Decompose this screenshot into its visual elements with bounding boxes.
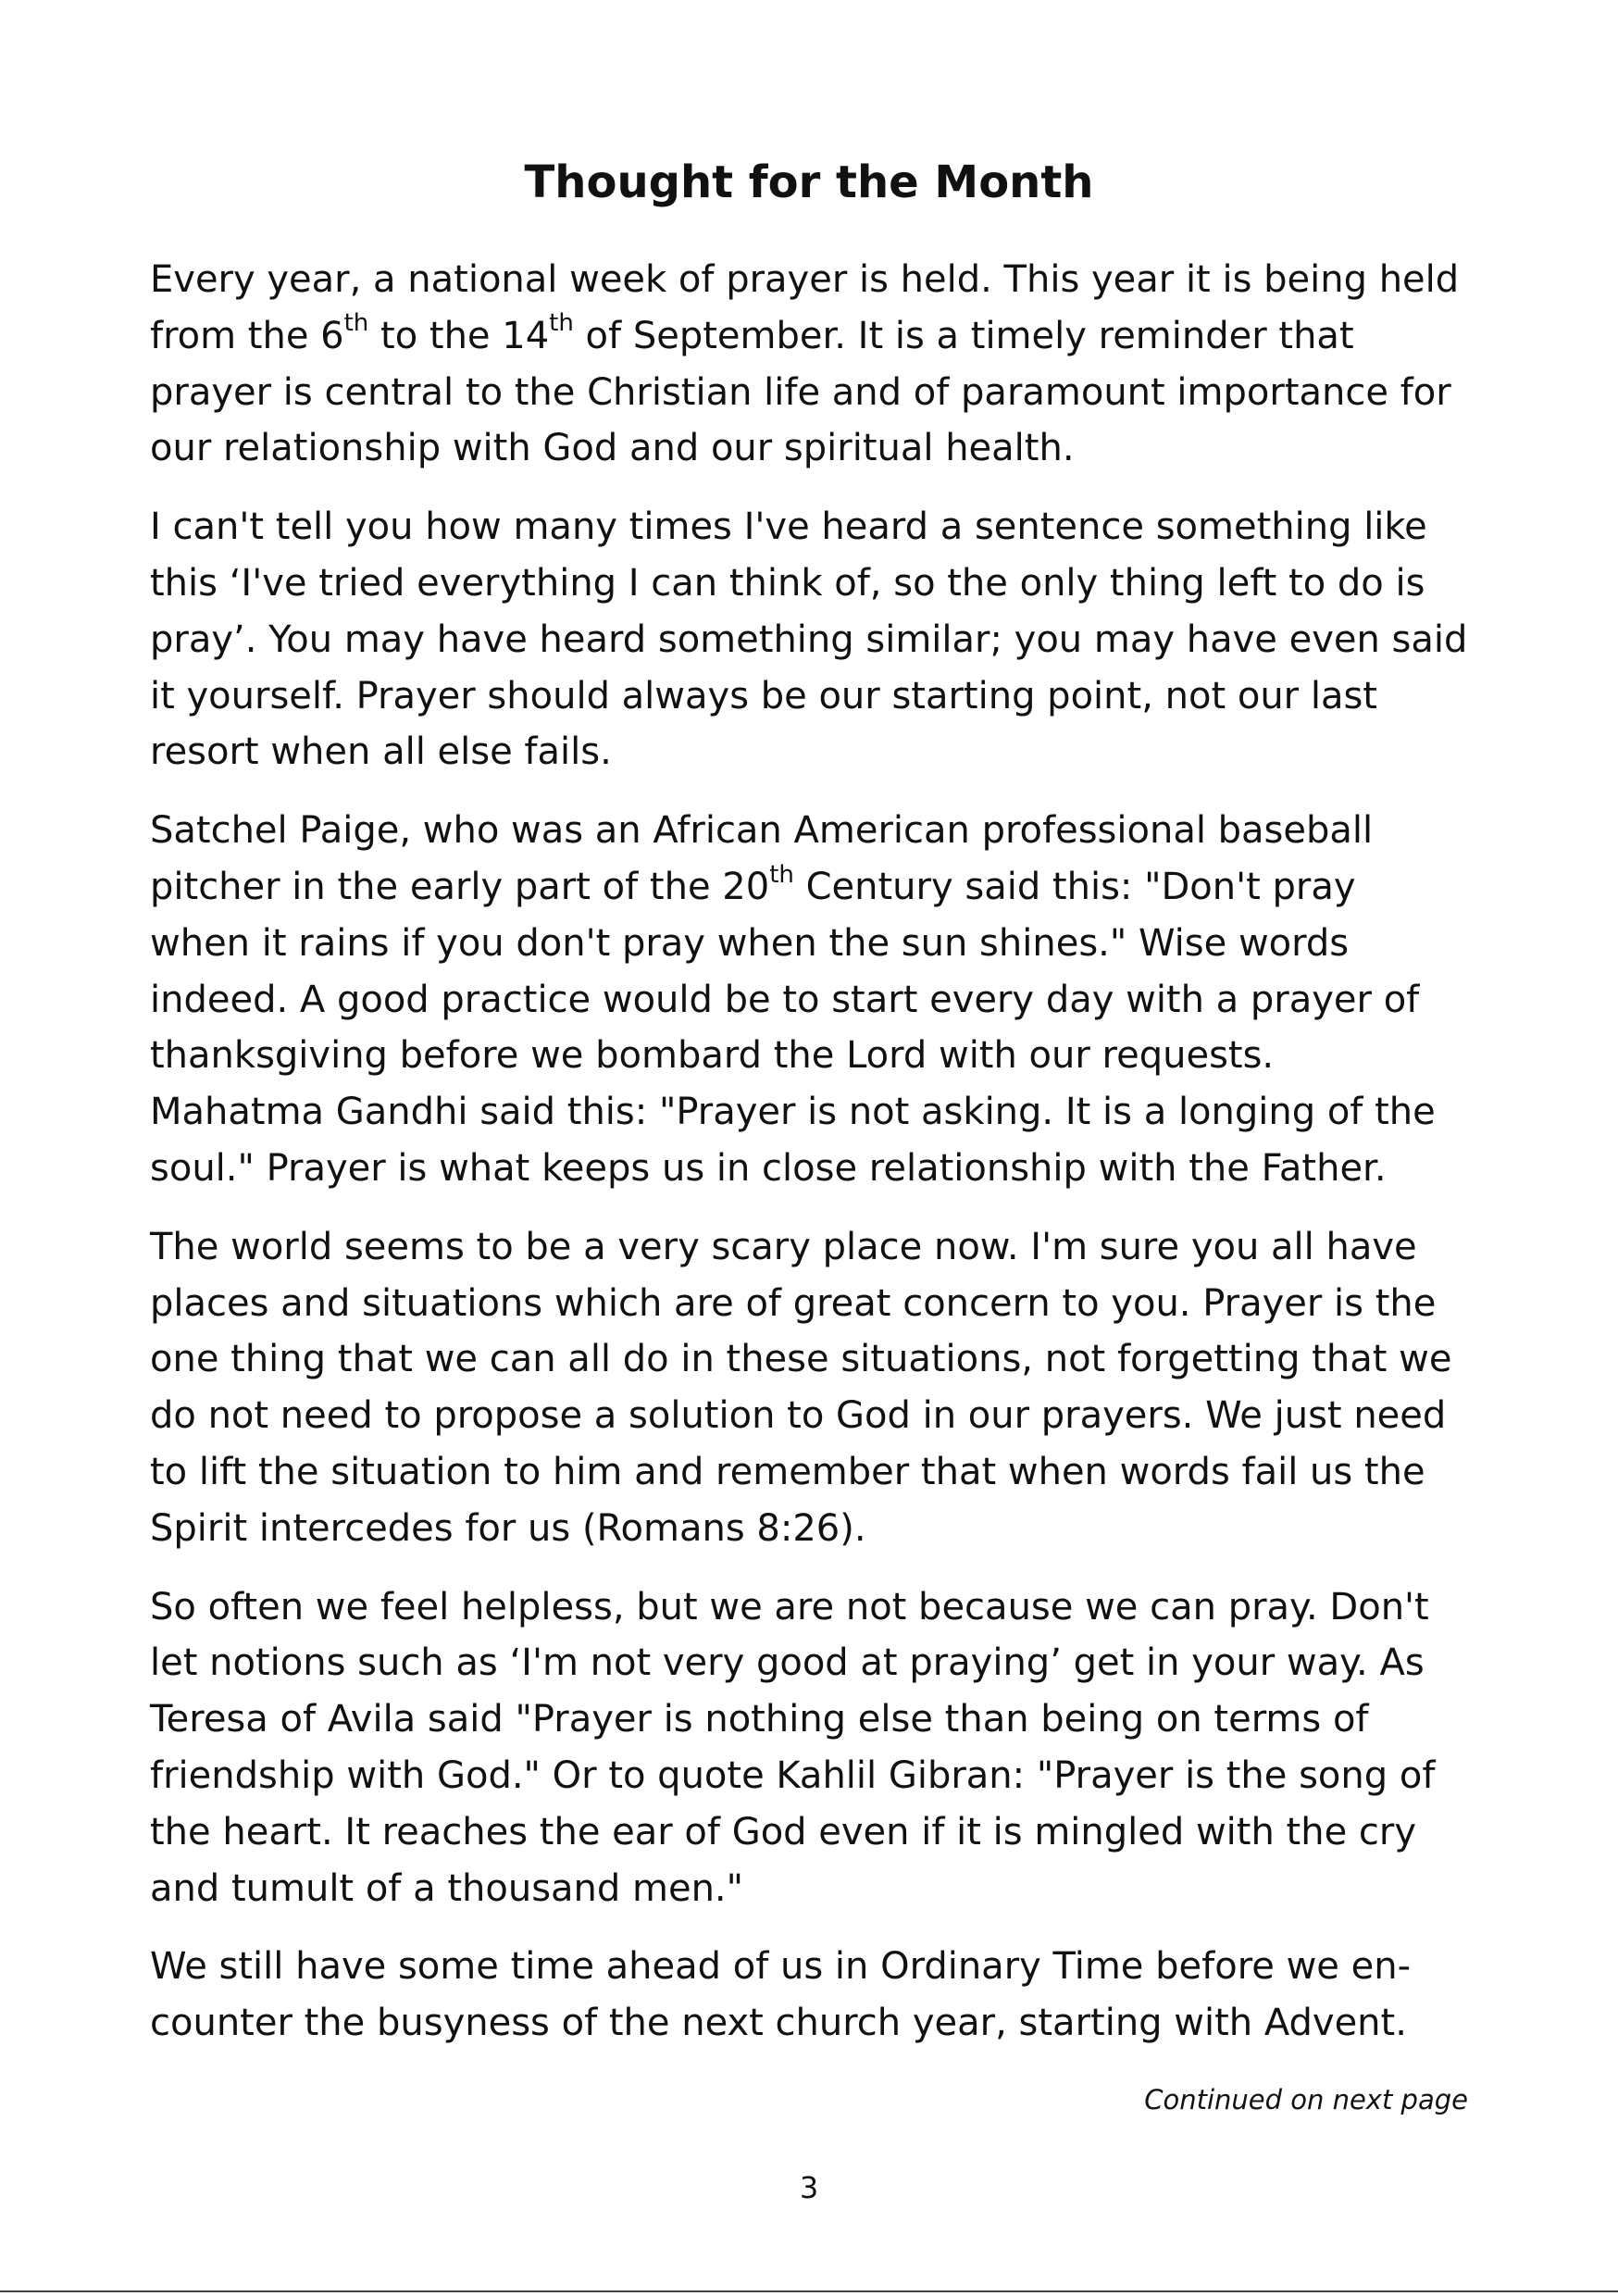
text-line — [150, 668, 1483, 725]
text-run: friendship with God." Or to quote Kahlil Gibran: "Prayer is the song of — [150, 1753, 1436, 1797]
text-run: when it rains if you don't pray when the sun shines." Wise words — [150, 921, 1350, 965]
text-run: So often we feel helpless, but we are not because we can pray. Don't — [150, 1585, 1429, 1628]
text-line — [150, 916, 1483, 972]
ordinal-suffix: th — [549, 309, 574, 338]
text-run: pray’. You may have heard something similar; you may have even said — [150, 618, 1468, 661]
paragraph — [150, 1219, 1483, 1557]
text-run: of September. It is a timely reminder that — [573, 314, 1354, 357]
text-line — [150, 612, 1483, 668]
page-title: Thought for the Month — [524, 156, 1094, 208]
text-line — [150, 1219, 1483, 1276]
text-line — [150, 1444, 1483, 1501]
text-run: Mahatma Gandhi said this: "Prayer is not asking. It is a longing of the — [150, 1091, 1436, 1134]
paragraph — [150, 1939, 1483, 2052]
text-line — [150, 1141, 1483, 1197]
text-line — [150, 972, 1483, 1029]
text-run: indeed. A good practice would be to start every day with a prayer of — [150, 978, 1420, 1021]
text-line — [150, 1028, 1483, 1084]
text-run: The world seems to be a very scary place now. I'm sure you all have — [150, 1225, 1417, 1268]
article-body — [150, 252, 1483, 2074]
paragraph — [150, 499, 1483, 780]
paragraph — [150, 1579, 1483, 1917]
text-line — [150, 1579, 1483, 1636]
text-run: to the 14 — [368, 314, 550, 357]
text-line — [150, 1691, 1483, 1748]
ordinal-suffix: th — [343, 309, 369, 338]
text-run: thanksgiving before we bombard the Lord with our requests. — [150, 1034, 1275, 1078]
text-run: soul." Prayer is what keeps us in close relationship with the Father. — [150, 1146, 1387, 1190]
paragraph — [150, 252, 1483, 477]
text-run: our relationship with God and our spiritual health. — [150, 427, 1075, 470]
text-run: let notions such as ‘I'm not very good at praying’ get in your way. As — [150, 1641, 1425, 1685]
text-line — [150, 1861, 1483, 1917]
text-line — [150, 1501, 1483, 1557]
text-run: Satchel Paige, who was an African American professional baseball — [150, 809, 1374, 853]
text-run: the heart. It reaches the ear of God even if it is mingled with the cry — [150, 1810, 1417, 1853]
bottom-rule — [0, 2290, 1618, 2292]
text-line — [150, 1748, 1483, 1804]
text-run: I can't tell you how many times I've heard a sentence something like — [150, 505, 1427, 549]
text-line — [150, 1331, 1483, 1388]
text-line — [150, 308, 1483, 365]
text-line — [150, 1084, 1483, 1141]
page-number: 3 — [799, 2170, 819, 2205]
text-line — [150, 252, 1483, 308]
text-run: from the 6 — [150, 314, 344, 357]
text-run: do not need to propose a solution to God in our prayers. We just need — [150, 1394, 1447, 1438]
text-line — [150, 1635, 1483, 1691]
text-run: Spirit intercedes for us (Romans 8:26). — [150, 1506, 866, 1550]
continued-note: Continued on next page — [1144, 2084, 1468, 2115]
ordinal-suffix: th — [769, 860, 794, 889]
text-run: We still have some time ahead of us in Ordinary Time before we en- — [150, 1945, 1412, 1989]
text-run: and tumult of a thousand men." — [150, 1866, 744, 1910]
text-line — [150, 1804, 1483, 1861]
text-run: one thing that we can all do in these situations, not forgetting that we — [150, 1338, 1452, 1381]
text-run: prayer is central to the Christian life and of paramount importance for — [150, 370, 1451, 414]
text-line — [150, 1276, 1483, 1332]
text-run: Every year, a national week of prayer is held. This year it is being held — [150, 258, 1460, 301]
text-run: to lift the situation to him and remember that when words fail us the — [150, 1450, 1425, 1493]
text-line — [150, 1995, 1483, 2052]
paragraph — [150, 803, 1483, 1197]
text-line — [150, 499, 1483, 555]
text-line — [150, 1939, 1483, 1995]
text-line — [150, 555, 1483, 612]
text-line — [150, 1388, 1483, 1444]
text-run: Century said this: "Don't pray — [793, 865, 1356, 908]
text-line — [150, 803, 1483, 859]
text-run: pitcher in the early part of the 20 — [150, 865, 770, 908]
text-run: this ‘I've tried everything I can think of, so the only thing left to do is — [150, 561, 1425, 605]
text-line — [150, 420, 1483, 477]
text-run: Teresa of Avila said "Prayer is nothing else than being on terms of — [150, 1698, 1369, 1741]
text-line — [150, 724, 1483, 780]
text-run: resort when all else fails. — [150, 730, 612, 774]
text-line — [150, 365, 1483, 421]
text-run: it yourself. Prayer should always be our starting point, not our last — [150, 674, 1377, 718]
text-run: places and situations which are of great concern to you. Prayer is the — [150, 1281, 1437, 1325]
text-line — [150, 859, 1483, 916]
text-run: counter the busyness of the next church year, starting with Advent. — [150, 2002, 1407, 2045]
